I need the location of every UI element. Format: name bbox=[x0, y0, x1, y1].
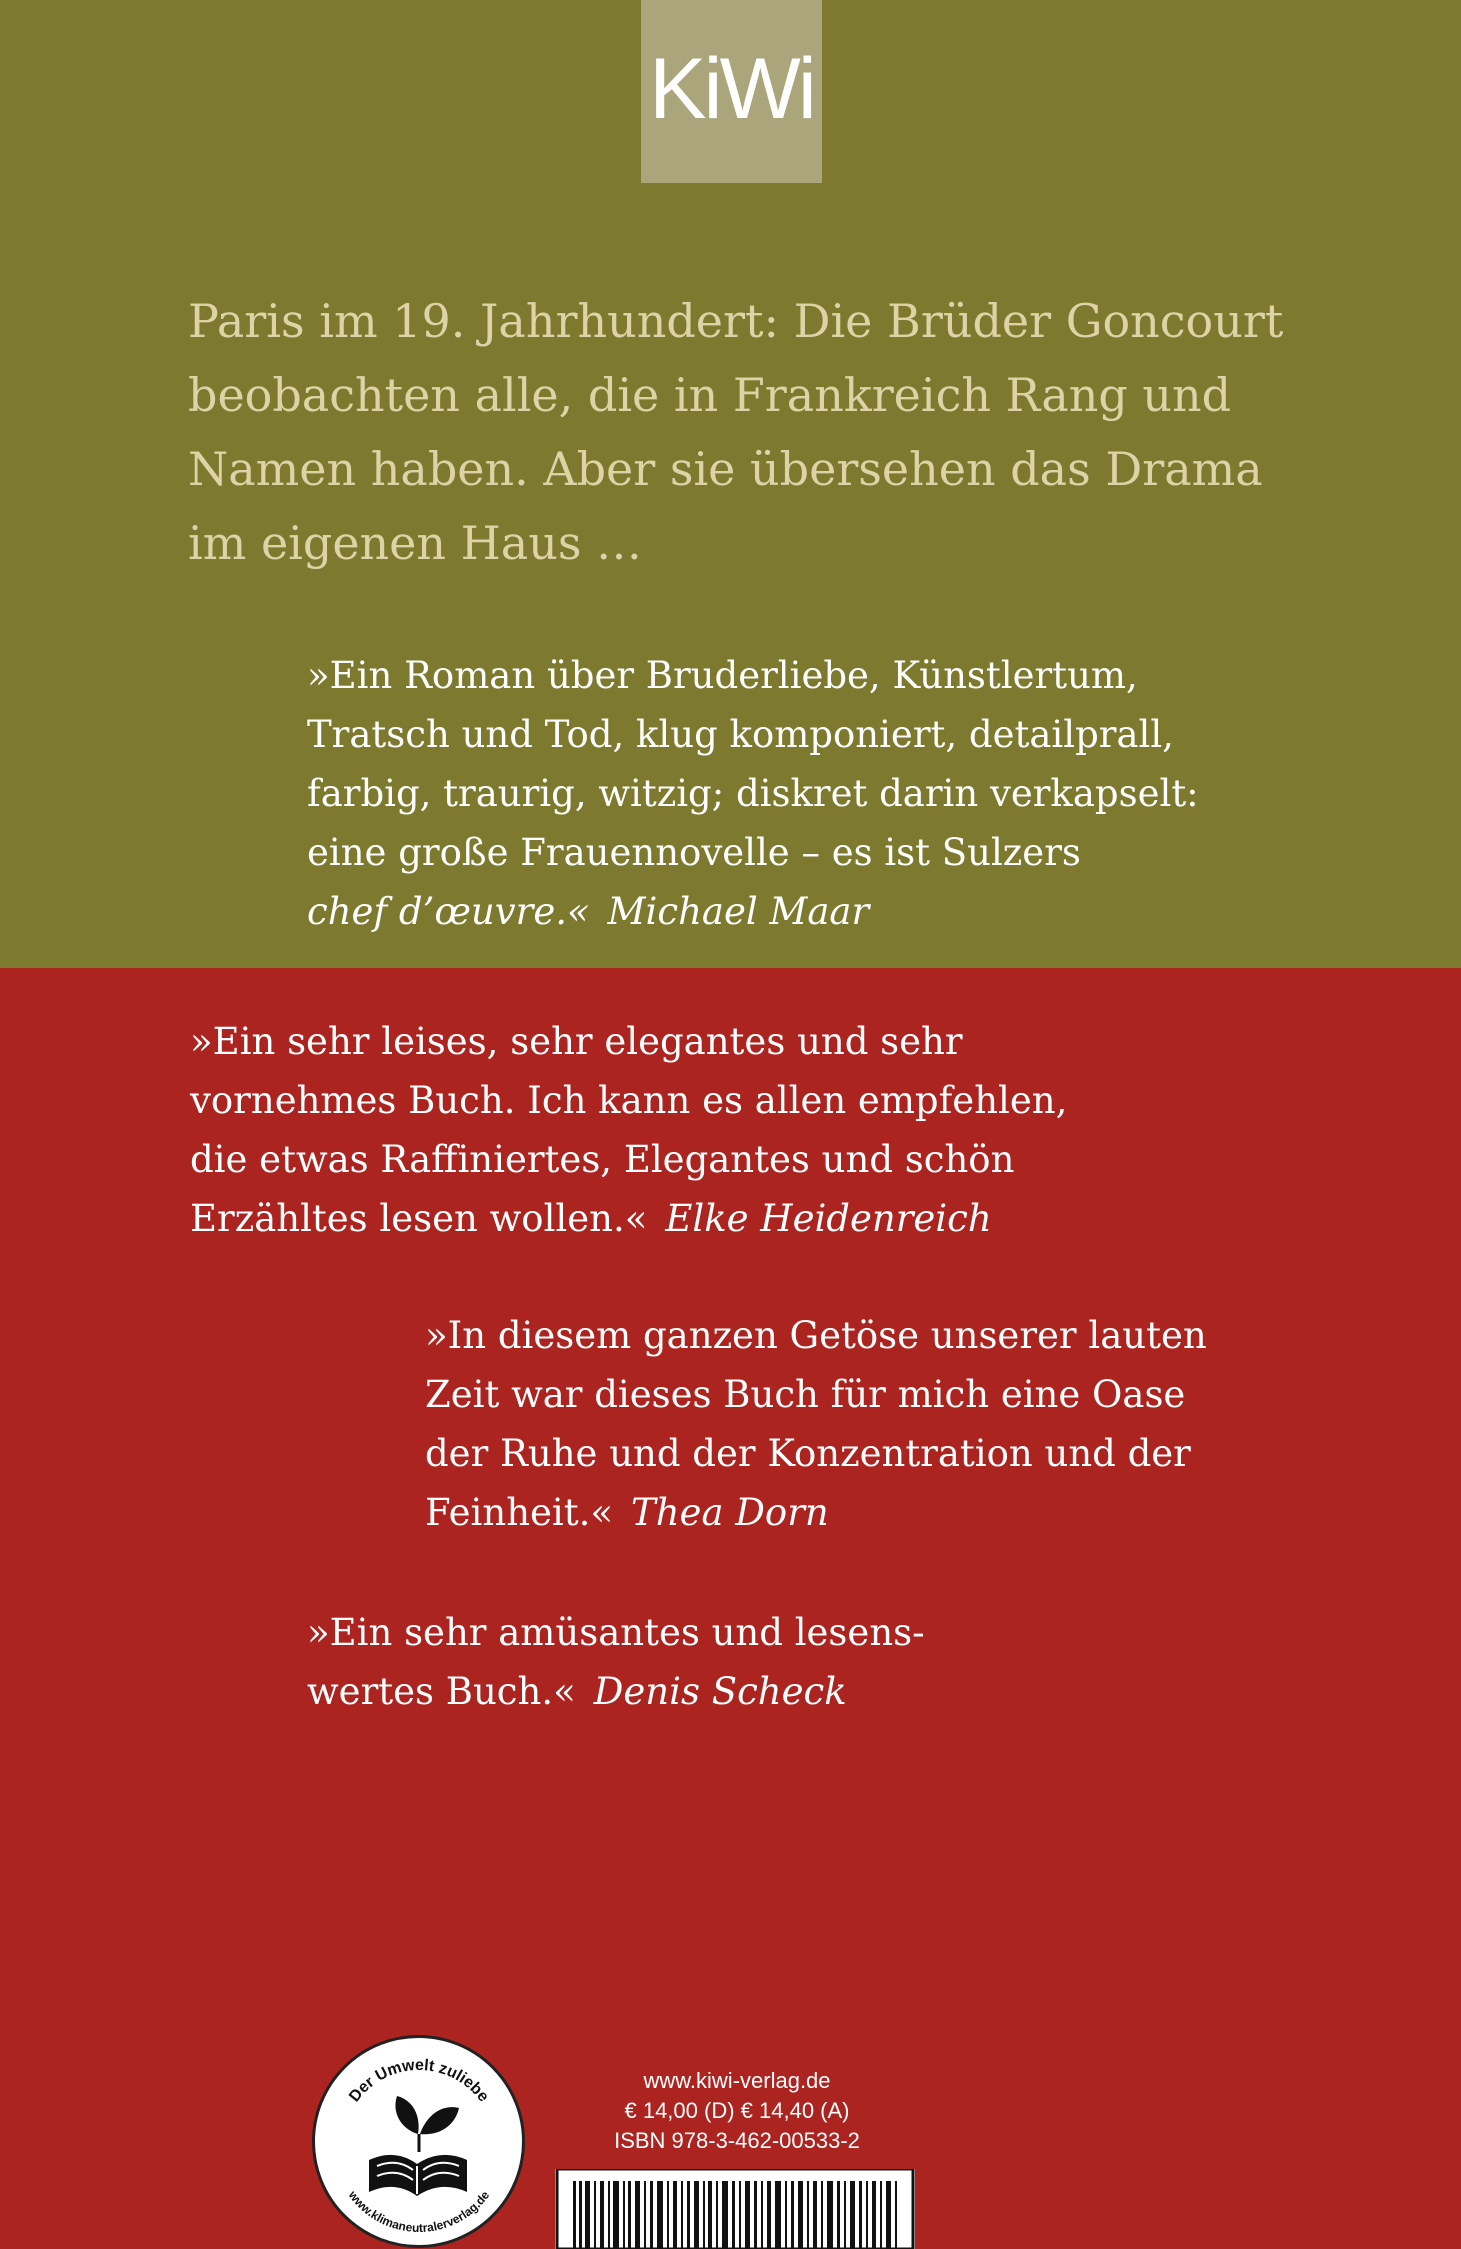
kiwi-logo bbox=[641, 0, 822, 183]
quote-source: Thea Dorn bbox=[631, 1491, 829, 1534]
isbn-label: ISBN 978-3-462-00533-2 bbox=[614, 2128, 860, 2153]
publisher-website: www.kiwi-verlag.de bbox=[643, 2068, 831, 2093]
quote-source: Michael Maar bbox=[607, 890, 870, 933]
quote-michael-maar bbox=[307, 646, 1207, 941]
price-label: € 14,00 (D) € 14,40 (A) bbox=[624, 2098, 850, 2123]
quote-elke-heidenreich bbox=[190, 1012, 1090, 1248]
quote-thea-dorn bbox=[425, 1306, 1285, 1542]
quote-line: Tratsch und Tod, klug komponiert, detailprall, bbox=[307, 713, 1174, 756]
quote-source: Elke Heidenreich bbox=[665, 1197, 992, 1240]
quote-tail: Feinheit.« bbox=[425, 1491, 614, 1534]
quote-line: die etwas Raffiniertes, Elegantes und schön bbox=[190, 1138, 1015, 1181]
quote-line: »Ein sehr leises, sehr elegantes und sehr bbox=[190, 1020, 963, 1063]
quote-tail: Erzähltes lesen wollen.« bbox=[190, 1197, 648, 1240]
quote-line: vornehmes Buch. Ich kann es allen empfehlen, bbox=[190, 1079, 1068, 1122]
seal-bottom-text: www.klimaneutralerverlag.de bbox=[345, 2188, 493, 2236]
quote-tail: chef d’œuvre.« bbox=[307, 890, 590, 933]
quote-line: »Ein Roman über Bruderliebe, Künstlertum, bbox=[307, 654, 1138, 697]
barcode bbox=[555, 2169, 915, 2249]
kiwi-logo-text: KiWi bbox=[649, 41, 814, 137]
quote-line: der Ruhe und der Konzentration und der bbox=[425, 1432, 1191, 1475]
quote-line: Zeit war dieses Buch für mich eine Oase bbox=[425, 1373, 1186, 1416]
quote-line: eine große Frauennovelle – es ist Sulzers bbox=[307, 831, 1081, 874]
seal-top-text: Der Umwelt zuliebe bbox=[346, 2056, 492, 2106]
climate-neutral-seal-icon bbox=[311, 2034, 526, 2249]
quote-denis-scheck bbox=[307, 1603, 1207, 1721]
blurb-text: Paris im 19. Jahrhundert: Die Brüder Goncourt beobachten alle, die in Frankreich Rang und Namen haben. Aber sie übersehen das Drama im eigenen Haus … bbox=[188, 294, 1284, 570]
quote-tail: wertes Buch.« bbox=[307, 1670, 576, 1713]
quote-source: Denis Scheck bbox=[593, 1670, 847, 1713]
quote-line: »Ein sehr amüsantes und lesens- bbox=[307, 1611, 925, 1654]
quote-line: »In diesem ganzen Getöse unserer lauten bbox=[425, 1314, 1207, 1357]
publisher-info bbox=[557, 2066, 917, 2156]
quote-line: farbig, traurig, witzig; diskret darin verkapselt: bbox=[307, 772, 1199, 815]
barcode-bars bbox=[555, 2169, 915, 2249]
